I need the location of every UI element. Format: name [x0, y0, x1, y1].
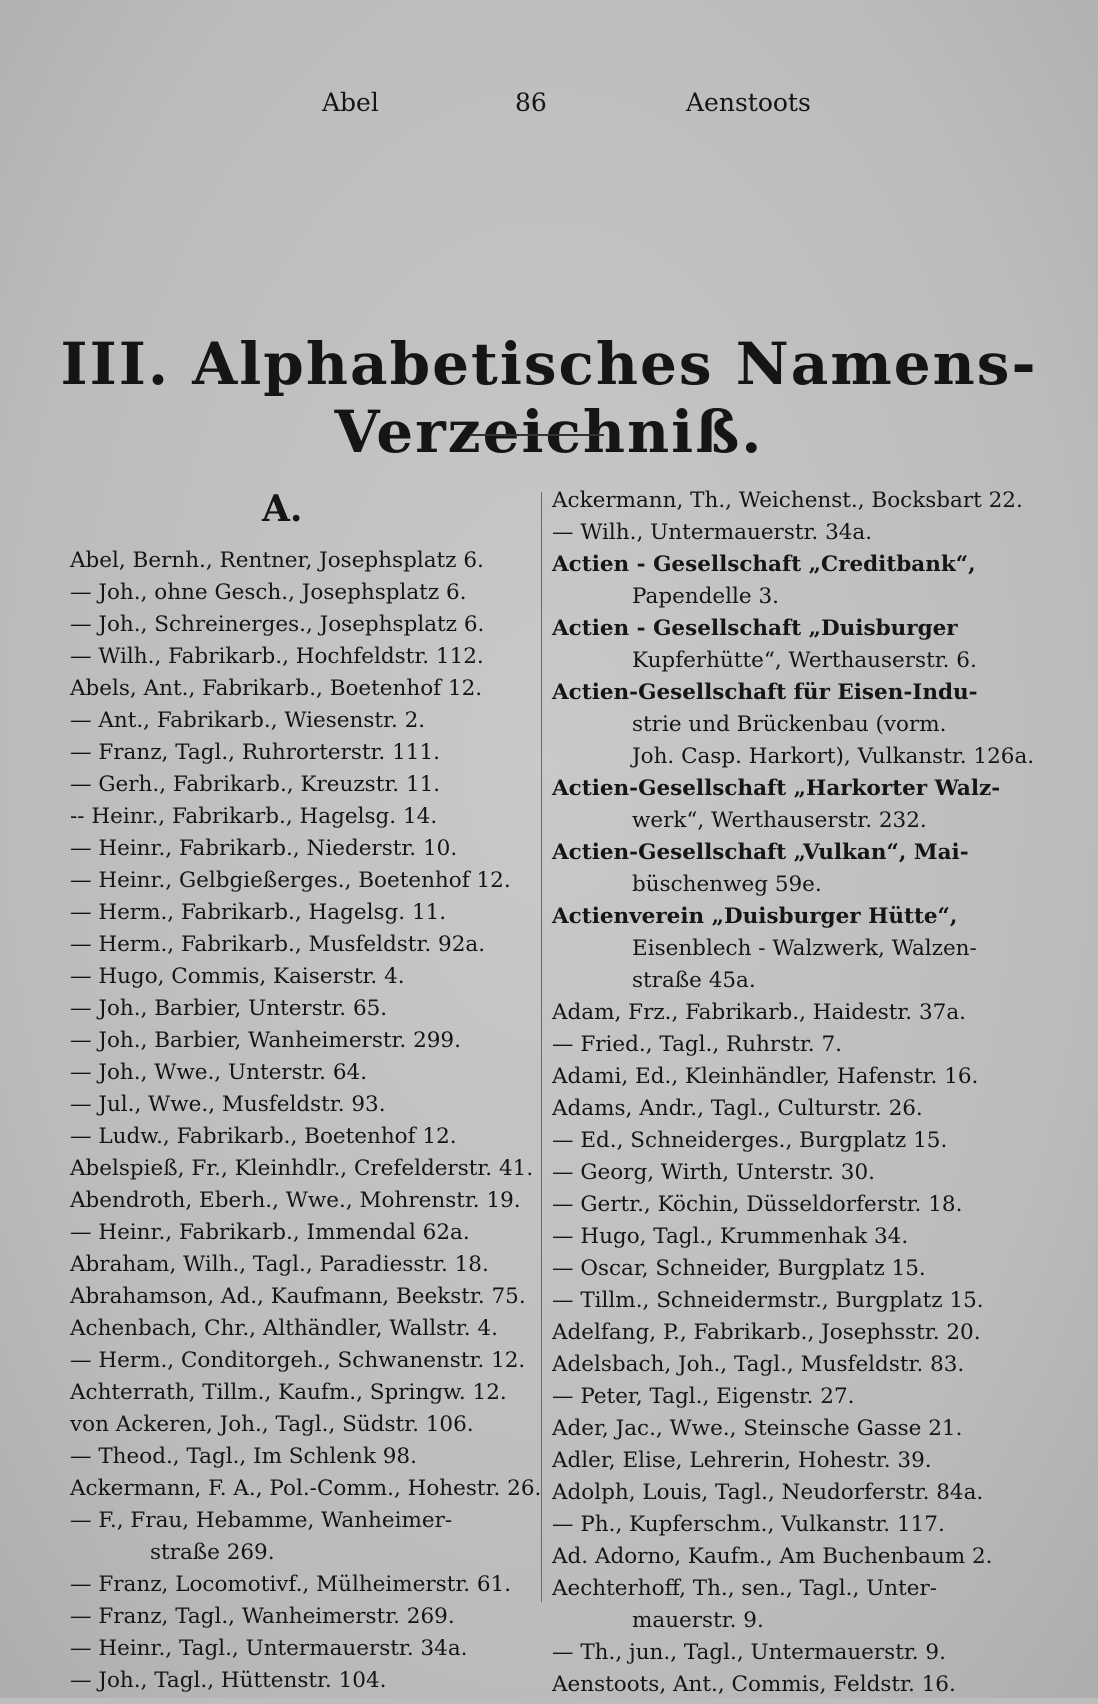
directory-entry: werk“, Werthauserstr. 232.	[632, 808, 927, 833]
directory-entry: Actien - Gesellschaft „Creditbank“,	[552, 552, 976, 577]
directory-entry: mauerstr. 9.	[632, 1608, 764, 1633]
directory-entry: Aechterhoff, Th., sen., Tagl., Unter-	[552, 1576, 938, 1601]
directory-entry: — F., Frau, Hebamme, Wanheimer-	[70, 1508, 453, 1533]
directory-entry: — Franz, Tagl., Wanheimerstr. 269.	[70, 1604, 455, 1629]
directory-entry: Actien-Gesellschaft für Eisen-Indu-	[552, 680, 978, 705]
directory-entry: — Peter, Tagl., Eigenstr. 27.	[552, 1384, 855, 1409]
directory-entry: — Fried., Tagl., Ruhrstr. 7.	[552, 1032, 842, 1057]
directory-entry: straße 45a.	[632, 968, 756, 993]
directory-entry: — Ludw., Fabrikarb., Boetenhof 12.	[70, 1124, 457, 1149]
title-rule	[470, 434, 604, 436]
directory-entry: Joh. Casp. Harkort), Vulkanstr. 126a.	[632, 744, 1035, 769]
directory-entry: Adler, Elise, Lehrerin, Hohestr. 39.	[552, 1448, 932, 1473]
directory-entry: büschenweg 59e.	[632, 872, 822, 897]
running-head-left: Abel	[322, 88, 379, 117]
directory-entry: Abelspieß, Fr., Kleinhdlr., Crefelderstr. 41.	[70, 1156, 534, 1181]
directory-entry: Abraham, Wilh., Tagl., Paradiesstr. 18.	[70, 1252, 489, 1277]
directory-entry: — Joh., Barbier, Wanheimerstr. 299.	[70, 1028, 461, 1053]
directory-entry: Adelsbach, Joh., Tagl., Musfeldstr. 83.	[552, 1352, 965, 1377]
directory-entry: — Heinr., Fabrikarb., Immendal 62a.	[70, 1220, 470, 1245]
directory-entry: Adami, Ed., Kleinhändler, Hafenstr. 16.	[552, 1064, 979, 1089]
directory-entry: Adams, Andr., Tagl., Culturstr. 26.	[552, 1096, 923, 1121]
right-column-entries	[552, 488, 1042, 1704]
directory-entry: Achenbach, Chr., Althändler, Wallstr. 4.	[70, 1316, 498, 1341]
directory-entry: straße 269.	[150, 1540, 275, 1565]
directory-entry: Actien - Gesellschaft „Duisburger	[552, 616, 958, 641]
directory-entry: — Th., jun., Tagl., Untermauerstr. 9.	[552, 1640, 946, 1665]
directory-entry: — Gerh., Fabrikarb., Kreuzstr. 11.	[70, 772, 441, 797]
directory-entry: — Hugo, Commis, Kaiserstr. 4.	[70, 964, 405, 989]
running-head-right: Aenstoots	[686, 88, 811, 117]
directory-entry: — Heinr., Tagl., Untermauerstr. 34a.	[70, 1636, 468, 1661]
directory-entry: Ader, Jac., Wwe., Steinsche Gasse 21.	[552, 1416, 963, 1441]
directory-entry: Papendelle 3.	[632, 584, 779, 609]
directory-entry: Achterrath, Tillm., Kaufm., Springw. 12.	[70, 1380, 507, 1405]
directory-entry: — Wilh., Fabrikarb., Hochfeldstr. 112.	[70, 644, 484, 669]
directory-entry: Abels, Ant., Fabrikarb., Boetenhof 12.	[70, 676, 483, 701]
directory-entry: -- Heinr., Fabrikarb., Hagelsg. 14.	[70, 804, 438, 829]
directory-entry: Actien-Gesellschaft „Vulkan“, Mai-	[552, 840, 969, 865]
directory-entry: von Ackeren, Joh., Tagl., Südstr. 106.	[70, 1412, 474, 1437]
directory-entry: — Wilh., Untermauerstr. 34a.	[552, 520, 873, 545]
directory-entry: — Herm., Conditorgeh., Schwanenstr. 12.	[70, 1348, 526, 1373]
directory-entry: — Jul., Wwe., Musfeldstr. 93.	[70, 1092, 386, 1117]
directory-entry: — Franz, Locomotivf., Mülheimerstr. 61.	[70, 1572, 512, 1597]
directory-entry: Actienverein „Duisburger Hütte“,	[552, 904, 958, 929]
directory-entry: — Ed., Schneiderges., Burgplatz 15.	[552, 1128, 948, 1153]
directory-entry: Ackermann, F. A., Pol.-Comm., Hohestr. 26.	[70, 1476, 542, 1501]
directory-entry: — Gertr., Köchin, Düsseldorferstr. 18.	[552, 1192, 963, 1217]
directory-entry: — Joh., Wwe., Unterstr. 64.	[70, 1060, 368, 1085]
directory-entry: Adolph, Louis, Tagl., Neudorferstr. 84a.	[552, 1480, 984, 1505]
page-number: 86	[515, 88, 547, 117]
directory-entry: Abrahamson, Ad., Kaufmann, Beekstr. 75.	[70, 1284, 526, 1309]
directory-entry: strie und Brückenbau (vorm.	[632, 712, 947, 737]
directory-entry: — Joh., ohne Gesch., Josephsplatz 6.	[70, 580, 467, 605]
directory-entry: — Tillm., Schneidermstr., Burgplatz 15.	[552, 1288, 984, 1313]
column-divider	[541, 492, 542, 1602]
page-title: III. Alphabetisches Namens-Verzeichniß.	[60, 330, 1038, 466]
directory-entry: — Hugo, Tagl., Krummenhak 34.	[552, 1224, 909, 1249]
directory-entry: — Joh., Schreinerges., Josephsplatz 6.	[70, 612, 485, 637]
directory-entry: Adelfang, P., Fabrikarb., Josephsstr. 20.	[552, 1320, 981, 1345]
directory-entry: — Herm., Fabrikarb., Hagelsg. 11.	[70, 900, 447, 925]
directory-entry: — Heinr., Gelbgießerges., Boetenhof 12.	[70, 868, 511, 893]
directory-entry: Abendroth, Eberh., Wwe., Mohrenstr. 19.	[70, 1188, 521, 1213]
directory-entry: — Heinr., Fabrikarb., Niederstr. 10.	[70, 836, 458, 861]
directory-entry: — Joh., Barbier, Unterstr. 65.	[70, 996, 388, 1021]
section-letter: A.	[262, 488, 303, 530]
directory-entry: — Ant., Fabrikarb., Wiesenstr. 2.	[70, 708, 426, 733]
directory-entry: — Theod., Tagl., Im Schlenk 98.	[70, 1444, 417, 1469]
directory-entry: — Oscar, Schneider, Burgplatz 15.	[552, 1256, 926, 1281]
directory-entry: — Ph., Kupferschm., Vulkanstr. 117.	[552, 1512, 945, 1537]
directory-entry: Ad. Adorno, Kaufm., Am Buchenbaum 2.	[552, 1544, 993, 1569]
directory-entry: — Herm., Fabrikarb., Musfeldstr. 92a.	[70, 932, 486, 957]
directory-entry: Aenstoots, Ant., Commis, Feldstr. 16.	[552, 1672, 956, 1697]
directory-entry: Eisenblech - Walzwerk, Walzen-	[632, 936, 977, 961]
directory-entry: — Georg, Wirth, Unterstr. 30.	[552, 1160, 875, 1185]
directory-entry: Ackermann, Th., Weichenst., Bocksbart 22.	[552, 488, 1023, 513]
directory-entry: Actien-Gesellschaft „Harkorter Walz-	[552, 776, 1001, 801]
directory-entry: — Franz, Tagl., Ruhrorterstr. 111.	[70, 740, 440, 765]
directory-entry: Abel, Bernh., Rentner, Josephsplatz 6.	[70, 548, 484, 573]
left-column-entries	[70, 548, 540, 1700]
directory-entry: Kupferhütte“, Werthauserstr. 6.	[632, 648, 977, 673]
directory-entry: Adam, Frz., Fabrikarb., Haidestr. 37a.	[552, 1000, 966, 1025]
directory-entry: — Joh., Tagl., Hüttenstr. 104.	[70, 1668, 387, 1693]
